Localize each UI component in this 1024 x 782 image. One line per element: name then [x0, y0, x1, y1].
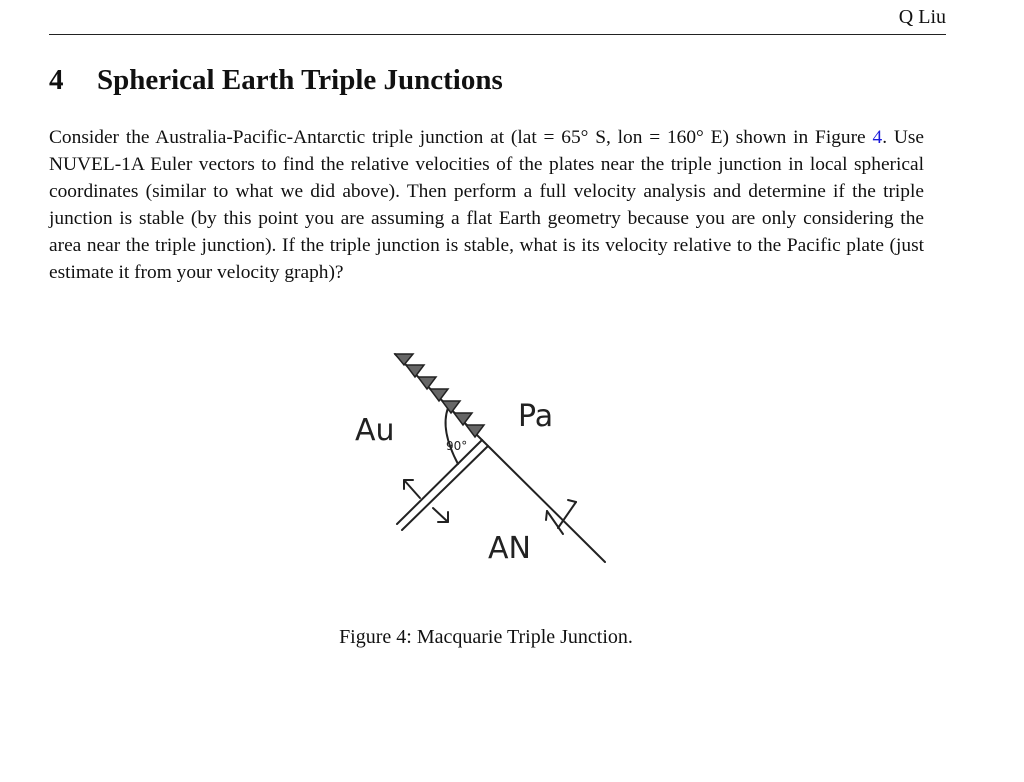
ridge-line-lower: [402, 446, 488, 530]
ridge-line-upper: [397, 440, 482, 524]
body-paragraph: [49, 124, 924, 286]
trench-teeth: [395, 354, 484, 437]
triple-junction-figure: [340, 340, 640, 580]
label-pacific: Pa: [518, 399, 554, 434]
label-antarctic: AN: [488, 531, 531, 566]
header-author: Q Liu: [898, 6, 946, 28]
label-angle: 90°: [446, 439, 468, 453]
figure-reference-link[interactable]: 4: [872, 127, 883, 148]
paragraph-text-1: Consider the Australia-Pacific-Antarctic triple junction at (lat = 65° S, lon = 160° E) shown in Figure: [49, 127, 873, 148]
section-title-text: Spherical Earth Triple Junctions: [97, 64, 503, 96]
header-rule: [49, 34, 946, 35]
section-title: [49, 64, 503, 97]
paragraph-text-2: . Use NUVEL-1A Euler vectors to find the relative velocities of the plates near the triple junction in local spherical coordinates (similar to what we did above). Then perform a full velocity analysis and determine if the triple junction is stable (by this point you are assuming a flat Earth geometry because you are only considering the area near the triple junction). If the triple junction is stable, what is its velocity relative to the Pacific plate (just estimate it from your velocity graph)?: [49, 127, 924, 283]
spreading-arrow-left: [404, 480, 420, 498]
label-australia: Au: [355, 413, 395, 448]
section-number: 4: [49, 64, 64, 96]
spreading-arrow-right: [433, 508, 448, 522]
triple-junction-sketch: [340, 340, 640, 580]
transform-arrow-lower: [546, 511, 563, 534]
figure-caption: Figure 4: Macquarie Triple Junction.: [339, 626, 633, 648]
